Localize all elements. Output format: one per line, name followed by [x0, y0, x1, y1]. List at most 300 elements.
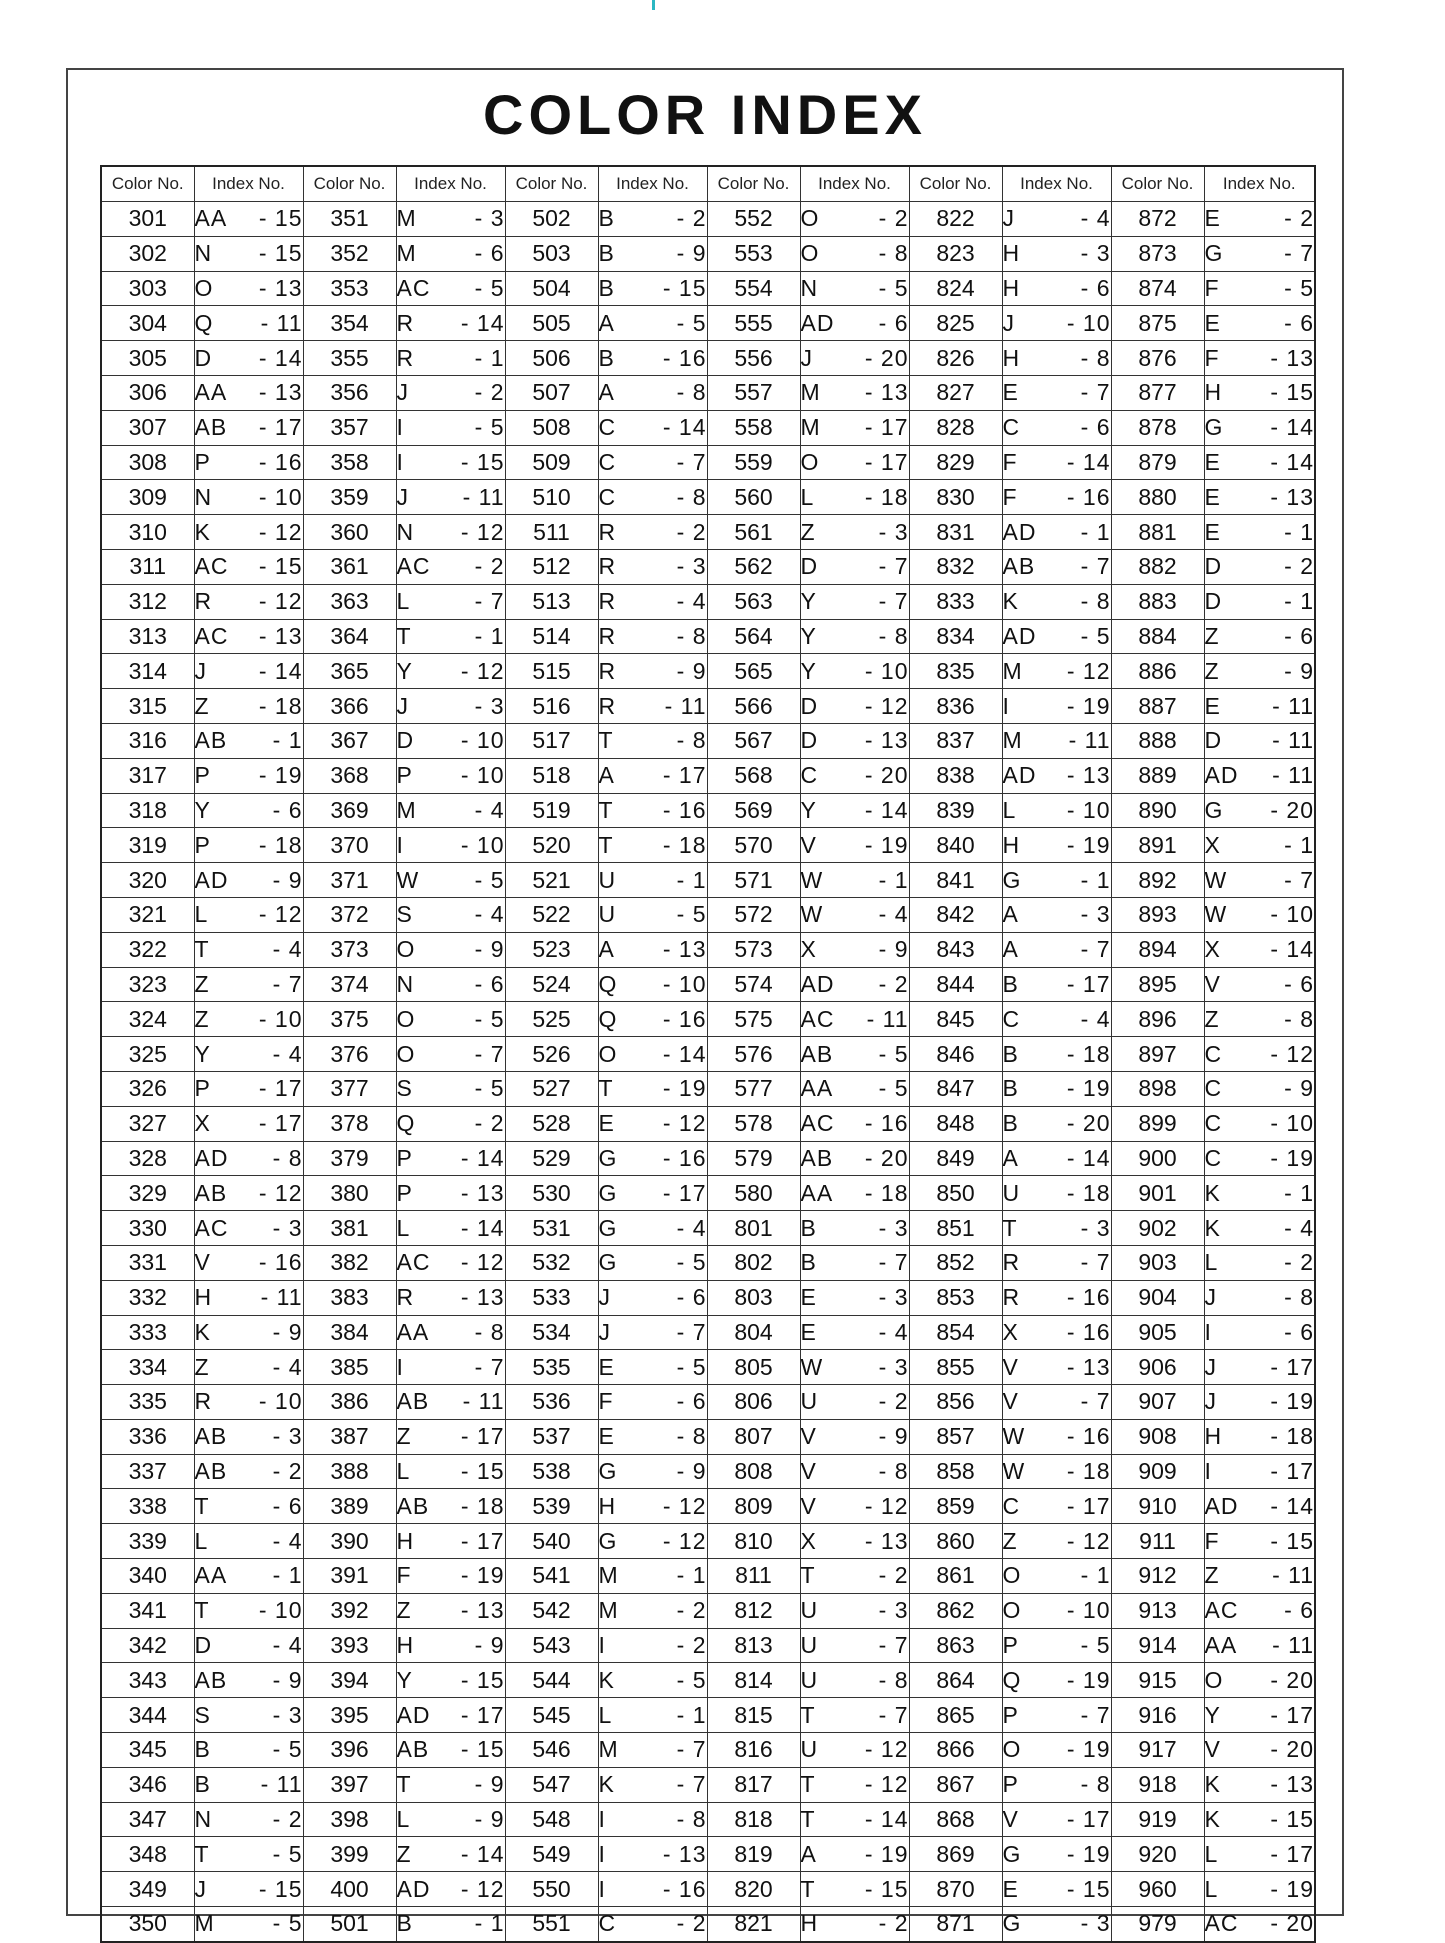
index-number-cell: S - 5 [396, 1071, 505, 1106]
color-number-cell: 818 [707, 1802, 800, 1837]
index-number-cell: J - 11 [396, 480, 505, 515]
index-number-cell: P - 19 [194, 758, 303, 793]
color-number-cell: 556 [707, 341, 800, 376]
edge-mark [652, 0, 655, 10]
color-number-cell: 919 [1111, 1802, 1204, 1837]
index-number-cell: R - 12 [194, 584, 303, 619]
index-number-cell: Q - 10 [598, 967, 707, 1002]
index-number-cell: N - 5 [800, 271, 909, 306]
color-number-cell: 863 [909, 1628, 1002, 1663]
color-number-cell: 562 [707, 549, 800, 584]
index-number-cell: J - 17 [1204, 1350, 1315, 1385]
table-row [101, 1037, 1315, 1072]
index-number-cell: K - 7 [598, 1767, 707, 1802]
color-number-cell: 538 [505, 1454, 598, 1489]
header-index-no: Index No. [194, 166, 303, 202]
index-number-cell: T - 1 [396, 619, 505, 654]
color-number-cell: 842 [909, 897, 1002, 932]
color-number-cell: 547 [505, 1767, 598, 1802]
color-number-cell: 529 [505, 1141, 598, 1176]
table-row [101, 689, 1315, 724]
color-number-cell: 824 [909, 271, 1002, 306]
color-number-cell: 872 [1111, 202, 1204, 237]
index-number-cell: V - 7 [1002, 1385, 1111, 1420]
index-number-cell: H - 18 [1204, 1419, 1315, 1454]
index-number-cell: X - 16 [1002, 1315, 1111, 1350]
index-number-cell: M - 3 [396, 202, 505, 237]
color-number-cell: 329 [101, 1176, 194, 1211]
color-number-cell: 867 [909, 1767, 1002, 1802]
index-number-cell: Y - 17 [1204, 1698, 1315, 1733]
index-number-cell: AB - 12 [194, 1176, 303, 1211]
color-number-cell: 352 [303, 236, 396, 271]
table-row [101, 1419, 1315, 1454]
table-row [101, 1385, 1315, 1420]
color-number-cell: 542 [505, 1593, 598, 1628]
index-number-cell: S - 4 [396, 897, 505, 932]
color-number-cell: 544 [505, 1663, 598, 1698]
index-number-cell: X - 9 [800, 932, 909, 967]
index-number-cell: C - 9 [1204, 1071, 1315, 1106]
color-number-cell: 911 [1111, 1524, 1204, 1559]
index-number-cell: W - 1 [800, 863, 909, 898]
color-number-cell: 530 [505, 1176, 598, 1211]
color-number-cell: 844 [909, 967, 1002, 1002]
color-number-cell: 813 [707, 1628, 800, 1663]
color-number-cell: 881 [1111, 515, 1204, 550]
index-number-cell: AB - 18 [396, 1489, 505, 1524]
index-number-cell: R - 16 [1002, 1280, 1111, 1315]
color-number-cell: 534 [505, 1315, 598, 1350]
index-number-cell: AB - 7 [1002, 549, 1111, 584]
table-row [101, 584, 1315, 619]
index-number-cell: P - 14 [396, 1141, 505, 1176]
index-number-cell: B - 18 [1002, 1037, 1111, 1072]
table-row [101, 480, 1315, 515]
color-number-cell: 341 [101, 1593, 194, 1628]
color-number-cell: 334 [101, 1350, 194, 1385]
color-number-cell: 561 [707, 515, 800, 550]
index-number-cell: K - 5 [598, 1663, 707, 1698]
index-number-cell: AB - 11 [396, 1385, 505, 1420]
color-number-cell: 370 [303, 828, 396, 863]
color-number-cell: 513 [505, 584, 598, 619]
index-number-cell: F - 19 [396, 1559, 505, 1594]
table-row [101, 549, 1315, 584]
color-number-cell: 543 [505, 1628, 598, 1663]
index-number-cell: O - 1 [1002, 1559, 1111, 1594]
table-row [101, 1907, 1315, 1942]
color-number-cell: 395 [303, 1698, 396, 1733]
color-number-cell: 319 [101, 828, 194, 863]
color-number-cell: 507 [505, 375, 598, 410]
header-color-no: Color No. [909, 166, 1002, 202]
color-number-cell: 575 [707, 1002, 800, 1037]
table-row [101, 1767, 1315, 1802]
color-number-cell: 827 [909, 375, 1002, 410]
index-number-cell: M - 2 [598, 1593, 707, 1628]
index-number-cell: AC - 11 [800, 1002, 909, 1037]
index-number-cell: X - 17 [194, 1106, 303, 1141]
color-number-cell: 805 [707, 1350, 800, 1385]
color-number-cell: 559 [707, 445, 800, 480]
header-index-no: Index No. [598, 166, 707, 202]
index-number-cell: C - 19 [1204, 1141, 1315, 1176]
index-number-cell: AA - 11 [1204, 1628, 1315, 1663]
index-number-cell: T - 16 [598, 793, 707, 828]
color-number-cell: 861 [909, 1559, 1002, 1594]
color-number-cell: 889 [1111, 758, 1204, 793]
table-row [101, 1698, 1315, 1733]
color-number-cell: 378 [303, 1106, 396, 1141]
table-row [101, 1802, 1315, 1837]
index-number-cell: AD - 9 [194, 863, 303, 898]
color-number-cell: 866 [909, 1733, 1002, 1768]
color-number-cell: 884 [1111, 619, 1204, 654]
table-row [101, 828, 1315, 863]
color-number-cell: 511 [505, 515, 598, 550]
header-index-no: Index No. [396, 166, 505, 202]
index-number-cell: B - 16 [598, 341, 707, 376]
color-number-cell: 896 [1111, 1002, 1204, 1037]
index-number-cell: AA - 18 [800, 1176, 909, 1211]
index-number-cell: AD - 6 [800, 306, 909, 341]
index-number-cell: I - 2 [598, 1628, 707, 1663]
table-row [101, 619, 1315, 654]
color-number-cell: 504 [505, 271, 598, 306]
color-number-cell: 915 [1111, 1663, 1204, 1698]
color-number-cell: 918 [1111, 1767, 1204, 1802]
color-number-cell: 803 [707, 1280, 800, 1315]
color-number-cell: 516 [505, 689, 598, 724]
color-number-cell: 812 [707, 1593, 800, 1628]
index-number-cell: R - 10 [194, 1385, 303, 1420]
index-number-cell: H - 8 [1002, 341, 1111, 376]
index-number-cell: AC - 2 [396, 549, 505, 584]
index-number-cell: V - 13 [1002, 1350, 1111, 1385]
color-number-cell: 831 [909, 515, 1002, 550]
index-number-cell: F - 16 [1002, 480, 1111, 515]
color-number-cell: 358 [303, 445, 396, 480]
color-number-cell: 388 [303, 1454, 396, 1489]
index-number-cell: E - 15 [1002, 1872, 1111, 1907]
index-number-cell: Y - 7 [800, 584, 909, 619]
index-number-cell: Y - 12 [396, 654, 505, 689]
color-number-cell: 855 [909, 1350, 1002, 1385]
index-number-cell: AD - 13 [1002, 758, 1111, 793]
color-number-cell: 920 [1111, 1837, 1204, 1872]
index-number-cell: N - 12 [396, 515, 505, 550]
index-number-cell: P - 7 [1002, 1698, 1111, 1733]
index-number-cell: O - 10 [1002, 1593, 1111, 1628]
color-number-cell: 369 [303, 793, 396, 828]
color-number-cell: 558 [707, 410, 800, 445]
table-row [101, 1315, 1315, 1350]
color-number-cell: 882 [1111, 549, 1204, 584]
color-number-cell: 859 [909, 1489, 1002, 1524]
color-number-cell: 887 [1111, 689, 1204, 724]
index-number-cell: E - 13 [1204, 480, 1315, 515]
color-number-cell: 891 [1111, 828, 1204, 863]
color-number-cell: 537 [505, 1419, 598, 1454]
color-number-cell: 356 [303, 375, 396, 410]
color-number-cell: 548 [505, 1802, 598, 1837]
table-row [101, 758, 1315, 793]
index-number-cell: V - 20 [1204, 1733, 1315, 1768]
color-number-cell: 569 [707, 793, 800, 828]
color-number-cell: 396 [303, 1733, 396, 1768]
color-number-cell: 545 [505, 1698, 598, 1733]
index-number-cell: AD - 2 [800, 967, 909, 1002]
color-number-cell: 338 [101, 1489, 194, 1524]
index-number-cell: B - 3 [800, 1211, 909, 1246]
color-number-cell: 554 [707, 271, 800, 306]
index-number-cell: Z - 4 [194, 1350, 303, 1385]
color-number-cell: 312 [101, 584, 194, 619]
index-number-cell: B - 1 [396, 1907, 505, 1942]
index-number-cell: F - 6 [598, 1385, 707, 1420]
color-number-cell: 868 [909, 1802, 1002, 1837]
index-number-cell: G - 16 [598, 1141, 707, 1176]
index-number-cell: L - 19 [1204, 1872, 1315, 1907]
index-number-cell: L - 4 [194, 1524, 303, 1559]
index-number-cell: Y - 14 [800, 793, 909, 828]
color-number-cell: 893 [1111, 897, 1204, 932]
color-number-cell: 384 [303, 1315, 396, 1350]
index-number-cell: AD - 12 [396, 1872, 505, 1907]
table-row [101, 306, 1315, 341]
color-number-cell: 898 [1111, 1071, 1204, 1106]
index-number-cell: T - 4 [194, 932, 303, 967]
index-number-cell: Y - 10 [800, 654, 909, 689]
color-number-cell: 806 [707, 1385, 800, 1420]
color-number-cell: 371 [303, 863, 396, 898]
color-number-cell: 317 [101, 758, 194, 793]
color-number-cell: 540 [505, 1524, 598, 1559]
color-number-cell: 508 [505, 410, 598, 445]
color-number-cell: 326 [101, 1071, 194, 1106]
color-number-cell: 549 [505, 1837, 598, 1872]
color-number-cell: 850 [909, 1176, 1002, 1211]
index-number-cell: U - 7 [800, 1628, 909, 1663]
table-row [101, 967, 1315, 1002]
index-number-cell: C - 14 [598, 410, 707, 445]
index-number-cell: T - 5 [194, 1837, 303, 1872]
index-number-cell: W - 10 [1204, 897, 1315, 932]
color-number-cell: 359 [303, 480, 396, 515]
color-number-cell: 380 [303, 1176, 396, 1211]
color-number-cell: 876 [1111, 341, 1204, 376]
color-number-cell: 860 [909, 1524, 1002, 1559]
header-color-no: Color No. [505, 166, 598, 202]
color-number-cell: 849 [909, 1141, 1002, 1176]
index-number-cell: A - 8 [598, 375, 707, 410]
index-number-cell: H - 11 [194, 1280, 303, 1315]
color-number-cell: 804 [707, 1315, 800, 1350]
index-number-cell: A - 3 [1002, 897, 1111, 932]
index-number-cell: F - 5 [1204, 271, 1315, 306]
index-number-cell: R - 9 [598, 654, 707, 689]
index-number-cell: J - 15 [194, 1872, 303, 1907]
index-number-cell: H - 15 [1204, 375, 1315, 410]
color-number-cell: 902 [1111, 1211, 1204, 1246]
color-number-cell: 835 [909, 654, 1002, 689]
color-number-cell: 917 [1111, 1733, 1204, 1768]
index-number-cell: D - 14 [194, 341, 303, 376]
color-number-cell: 343 [101, 1663, 194, 1698]
color-number-cell: 345 [101, 1733, 194, 1768]
page-title: COLOR INDEX [483, 83, 927, 146]
index-number-cell: P - 10 [396, 758, 505, 793]
color-number-cell: 916 [1111, 1698, 1204, 1733]
index-number-cell: T - 7 [800, 1698, 909, 1733]
color-number-cell: 333 [101, 1315, 194, 1350]
index-number-cell: Z - 3 [800, 515, 909, 550]
index-number-cell: R - 7 [1002, 1245, 1111, 1280]
index-number-cell: E - 8 [598, 1419, 707, 1454]
color-index-sheet [66, 68, 1344, 1937]
table-row [101, 1176, 1315, 1211]
index-number-cell: Q - 16 [598, 1002, 707, 1037]
color-number-cell: 533 [505, 1280, 598, 1315]
color-number-cell: 555 [707, 306, 800, 341]
color-number-cell: 337 [101, 1454, 194, 1489]
index-number-cell: P - 8 [1002, 1767, 1111, 1802]
table-row [101, 236, 1315, 271]
index-number-cell: E - 11 [1204, 689, 1315, 724]
index-number-cell: W - 7 [1204, 863, 1315, 898]
index-number-cell: T - 19 [598, 1071, 707, 1106]
color-number-cell: 531 [505, 1211, 598, 1246]
index-number-cell: C - 2 [598, 1907, 707, 1942]
index-number-cell: D - 11 [1204, 723, 1315, 758]
color-number-cell: 302 [101, 236, 194, 271]
index-number-cell: T - 10 [194, 1593, 303, 1628]
index-number-cell: L - 14 [396, 1211, 505, 1246]
index-number-cell: J - 8 [1204, 1280, 1315, 1315]
index-number-cell: R - 4 [598, 584, 707, 619]
color-number-cell: 382 [303, 1245, 396, 1280]
header-color-no: Color No. [707, 166, 800, 202]
index-number-cell: Q - 2 [396, 1106, 505, 1141]
color-number-cell: 505 [505, 306, 598, 341]
table-row [101, 445, 1315, 480]
index-number-cell: AB - 9 [194, 1663, 303, 1698]
color-number-cell: 368 [303, 758, 396, 793]
index-number-cell: J - 4 [1002, 202, 1111, 237]
color-number-cell: 349 [101, 1872, 194, 1907]
index-number-cell: AC - 6 [1204, 1593, 1315, 1628]
color-number-cell: 814 [707, 1663, 800, 1698]
index-number-cell: J - 19 [1204, 1385, 1315, 1420]
index-number-cell: F - 13 [1204, 341, 1315, 376]
index-number-cell: L - 17 [1204, 1837, 1315, 1872]
color-number-cell: 837 [909, 723, 1002, 758]
header-index-no: Index No. [800, 166, 909, 202]
index-number-cell: L - 15 [396, 1454, 505, 1489]
color-number-cell: 372 [303, 897, 396, 932]
color-number-cell: 521 [505, 863, 598, 898]
color-number-cell: 522 [505, 897, 598, 932]
color-number-cell: 810 [707, 1524, 800, 1559]
color-number-cell: 397 [303, 1767, 396, 1802]
index-number-cell: Z - 11 [1204, 1559, 1315, 1594]
index-number-cell: N - 15 [194, 236, 303, 271]
index-number-cell: I - 10 [396, 828, 505, 863]
index-number-cell: X - 13 [800, 1524, 909, 1559]
index-number-cell: J - 20 [800, 341, 909, 376]
index-number-cell: AC - 16 [800, 1106, 909, 1141]
index-number-cell: L - 9 [396, 1802, 505, 1837]
color-number-cell: 526 [505, 1037, 598, 1072]
index-number-cell: P - 13 [396, 1176, 505, 1211]
index-number-cell: V - 12 [800, 1489, 909, 1524]
index-number-cell: M - 12 [1002, 654, 1111, 689]
color-number-cell: 840 [909, 828, 1002, 863]
color-number-cell: 535 [505, 1350, 598, 1385]
color-number-cell: 376 [303, 1037, 396, 1072]
color-number-cell: 311 [101, 549, 194, 584]
color-number-cell: 878 [1111, 410, 1204, 445]
color-number-cell: 315 [101, 689, 194, 724]
index-number-cell: Y - 15 [396, 1663, 505, 1698]
index-number-cell: W - 3 [800, 1350, 909, 1385]
index-number-cell: G - 4 [598, 1211, 707, 1246]
index-number-cell: B - 20 [1002, 1106, 1111, 1141]
index-number-cell: U - 2 [800, 1385, 909, 1420]
color-number-cell: 335 [101, 1385, 194, 1420]
index-number-cell: T - 14 [800, 1802, 909, 1837]
index-number-cell: O - 5 [396, 1002, 505, 1037]
index-number-cell: AC - 20 [1204, 1907, 1315, 1942]
color-number-cell: 563 [707, 584, 800, 619]
color-number-cell: 907 [1111, 1385, 1204, 1420]
color-number-cell: 580 [707, 1176, 800, 1211]
index-number-cell: AD - 17 [396, 1698, 505, 1733]
table-row [101, 1559, 1315, 1594]
color-number-cell: 304 [101, 306, 194, 341]
color-number-cell: 310 [101, 515, 194, 550]
index-number-cell: Z - 13 [396, 1593, 505, 1628]
index-number-cell: O - 17 [800, 445, 909, 480]
color-number-cell: 331 [101, 1245, 194, 1280]
index-number-cell: T - 12 [800, 1767, 909, 1802]
color-number-cell: 501 [303, 1907, 396, 1942]
color-number-cell: 853 [909, 1280, 1002, 1315]
color-number-cell: 313 [101, 619, 194, 654]
index-number-cell: A - 14 [1002, 1141, 1111, 1176]
color-number-cell: 520 [505, 828, 598, 863]
color-number-cell: 536 [505, 1385, 598, 1420]
color-number-cell: 846 [909, 1037, 1002, 1072]
color-number-cell: 564 [707, 619, 800, 654]
color-number-cell: 503 [505, 236, 598, 271]
table-body [101, 202, 1315, 1942]
color-number-cell: 532 [505, 1245, 598, 1280]
header-color-no: Color No. [101, 166, 194, 202]
color-number-cell: 900 [1111, 1141, 1204, 1176]
index-number-cell: K - 1 [1204, 1176, 1315, 1211]
table-row [101, 1733, 1315, 1768]
index-number-cell: O - 8 [800, 236, 909, 271]
index-number-cell: H - 6 [1002, 271, 1111, 306]
index-number-cell: J - 3 [396, 689, 505, 724]
table-row [101, 341, 1315, 376]
color-number-cell: 387 [303, 1419, 396, 1454]
color-number-cell: 903 [1111, 1245, 1204, 1280]
header-row [101, 166, 1315, 202]
index-number-cell: K - 15 [1204, 1802, 1315, 1837]
